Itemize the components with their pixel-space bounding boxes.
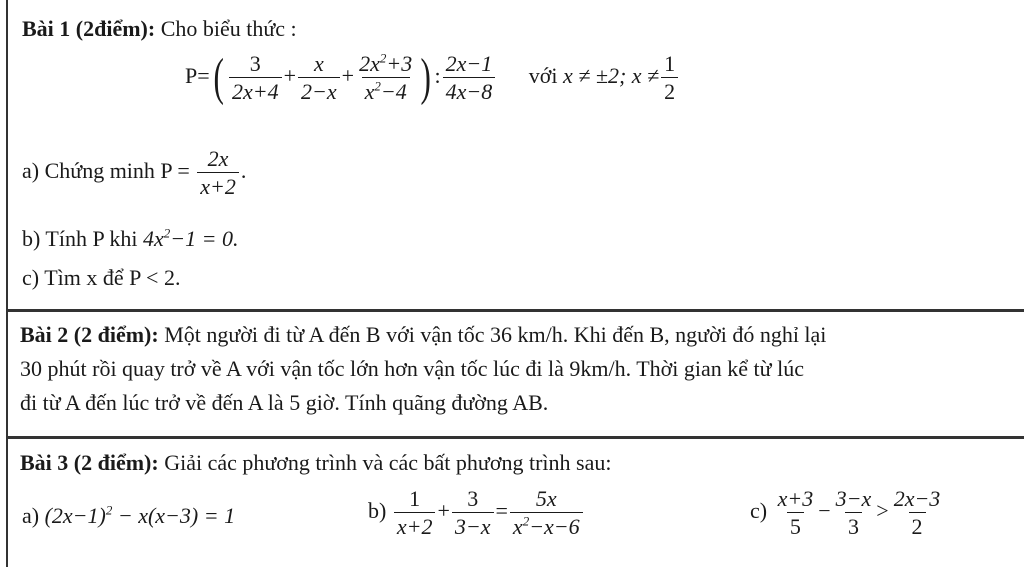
part-3a-label: a) <box>22 503 40 528</box>
condition-math: x ≠ ±2; x ≠ <box>563 63 660 89</box>
part-3b-f1-num: 1 <box>409 486 421 511</box>
problem-2-line-2: 30 phút rồi quay trở về A với vận tốc lớn hơn vận tốc lúc đi là 9km/h. Thời gian kể từ lúc <box>20 356 804 381</box>
part-3c-f2-num: 3−x <box>835 486 872 511</box>
part-3c <box>750 488 945 538</box>
expression-p: P=( $\frac{3}{2x+4}$ + $\frac{x}{2-x}$ + $\frac{2x^2+3}{x^2-4}$ ) : $\frac{2x-1}{4x-8}$ với x ≠ ±2; x ≠ $\frac{1}{2}$ <box>185 52 680 104</box>
condition-text: với <box>528 63 558 89</box>
part-3b-fraction-1 <box>394 488 436 538</box>
condition-fraction <box>661 53 678 103</box>
problem-2-line-1: Một người đi từ A đến B với vận tốc 36 km/h. Khi đến B, người đó nghỉ lại <box>164 322 827 347</box>
part-3b-fraction-3 <box>510 488 583 538</box>
part-1b <box>22 225 239 251</box>
equals-sign: = <box>495 498 508 524</box>
greater-than-sign: > <box>876 498 889 524</box>
left-paren: ( <box>213 49 224 106</box>
part-3c-fraction-1 <box>775 488 817 538</box>
plus-sign: + <box>437 498 450 524</box>
divide-sign: : <box>434 63 441 89</box>
part-3b-fraction-2 <box>452 488 494 538</box>
part-3a-math: $(2x-1)^2 - x(x-3) = 1$ <box>44 502 236 528</box>
part-3c-fraction-3 <box>891 488 944 538</box>
part-1a-fraction <box>197 148 239 198</box>
problem-3-intro: Giải các phương trình và các bất phương trình sau: <box>164 450 612 475</box>
part-1c-text: c) Tìm x để P < 2. <box>22 265 181 290</box>
fraction-2 <box>298 53 340 103</box>
problem-1-intro: Cho biểu thức : <box>160 16 297 41</box>
part-1a-text: a) Chứng minh P = <box>22 158 190 184</box>
part-3c-f3-num: 2x−3 <box>893 486 941 511</box>
fraction-4 <box>443 53 496 103</box>
fraction-3 <box>356 50 415 104</box>
fraction-1-numerator: 3 <box>249 51 261 76</box>
condition-numerator: 1 <box>664 51 676 76</box>
part-3b-f3-den: $x^2-x-6$ <box>510 512 583 538</box>
part-3b <box>368 488 585 538</box>
condition-denominator: 2 <box>661 77 678 103</box>
part-3c-f1-num: x+3 <box>777 486 814 511</box>
part-3c-label: c) <box>750 498 768 524</box>
problem-2-title: Bài 2 (2 điểm): <box>20 322 159 347</box>
fraction-3-denominator: $x^2-4$ <box>362 77 410 103</box>
part-3b-label: b) <box>368 498 387 524</box>
part-1a-denominator: x+2 <box>197 172 239 198</box>
part-3c-fraction-2 <box>833 488 875 538</box>
fraction-4-denominator: 4x−8 <box>443 77 496 103</box>
part-3a <box>22 502 236 528</box>
part-3b-f1-den: x+2 <box>394 512 436 538</box>
problem-2-text <box>20 318 1010 420</box>
minus-sign: − <box>818 498 831 524</box>
fraction-3-numerator: $2x^2+3$ <box>359 50 413 76</box>
part-1b-text: b) Tính P khi <box>22 226 138 251</box>
part-3c-f1-den: 5 <box>787 512 804 538</box>
fraction-2-numerator: x <box>313 51 324 76</box>
problem-3-title: Bài 3 (2 điểm): <box>20 450 159 475</box>
right-paren: ) <box>420 49 432 106</box>
problem-1-heading <box>22 18 297 40</box>
part-3b-f3-num: 5x <box>535 486 557 511</box>
fraction-4-numerator: 2x−1 <box>445 51 493 76</box>
part-1a <box>22 148 246 198</box>
problem-1-title: Bài 1 (2điểm): <box>22 16 156 41</box>
part-1a-end: . <box>240 158 247 184</box>
part-1c <box>22 267 180 289</box>
part-3c-f2-den: 3 <box>845 512 862 538</box>
part-3c-f3-den: 2 <box>909 512 926 538</box>
part-3b-f2-den: 3−x <box>452 512 494 538</box>
part-1b-math: $4x^2-1 = 0$. <box>143 225 239 251</box>
p-label: P= <box>185 63 210 89</box>
part-3b-f2-num: 3 <box>467 486 479 511</box>
fraction-1-denominator: 2x+4 <box>229 77 282 103</box>
problem-3-heading <box>20 452 611 474</box>
fraction-1 <box>229 53 282 103</box>
fraction-2-denominator: 2−x <box>298 77 340 103</box>
problem-2-line-3: đi từ A đến lúc trở về đến A là 5 giờ. Tính quãng đường AB. <box>20 390 549 415</box>
part-1a-numerator: 2x <box>207 146 229 171</box>
